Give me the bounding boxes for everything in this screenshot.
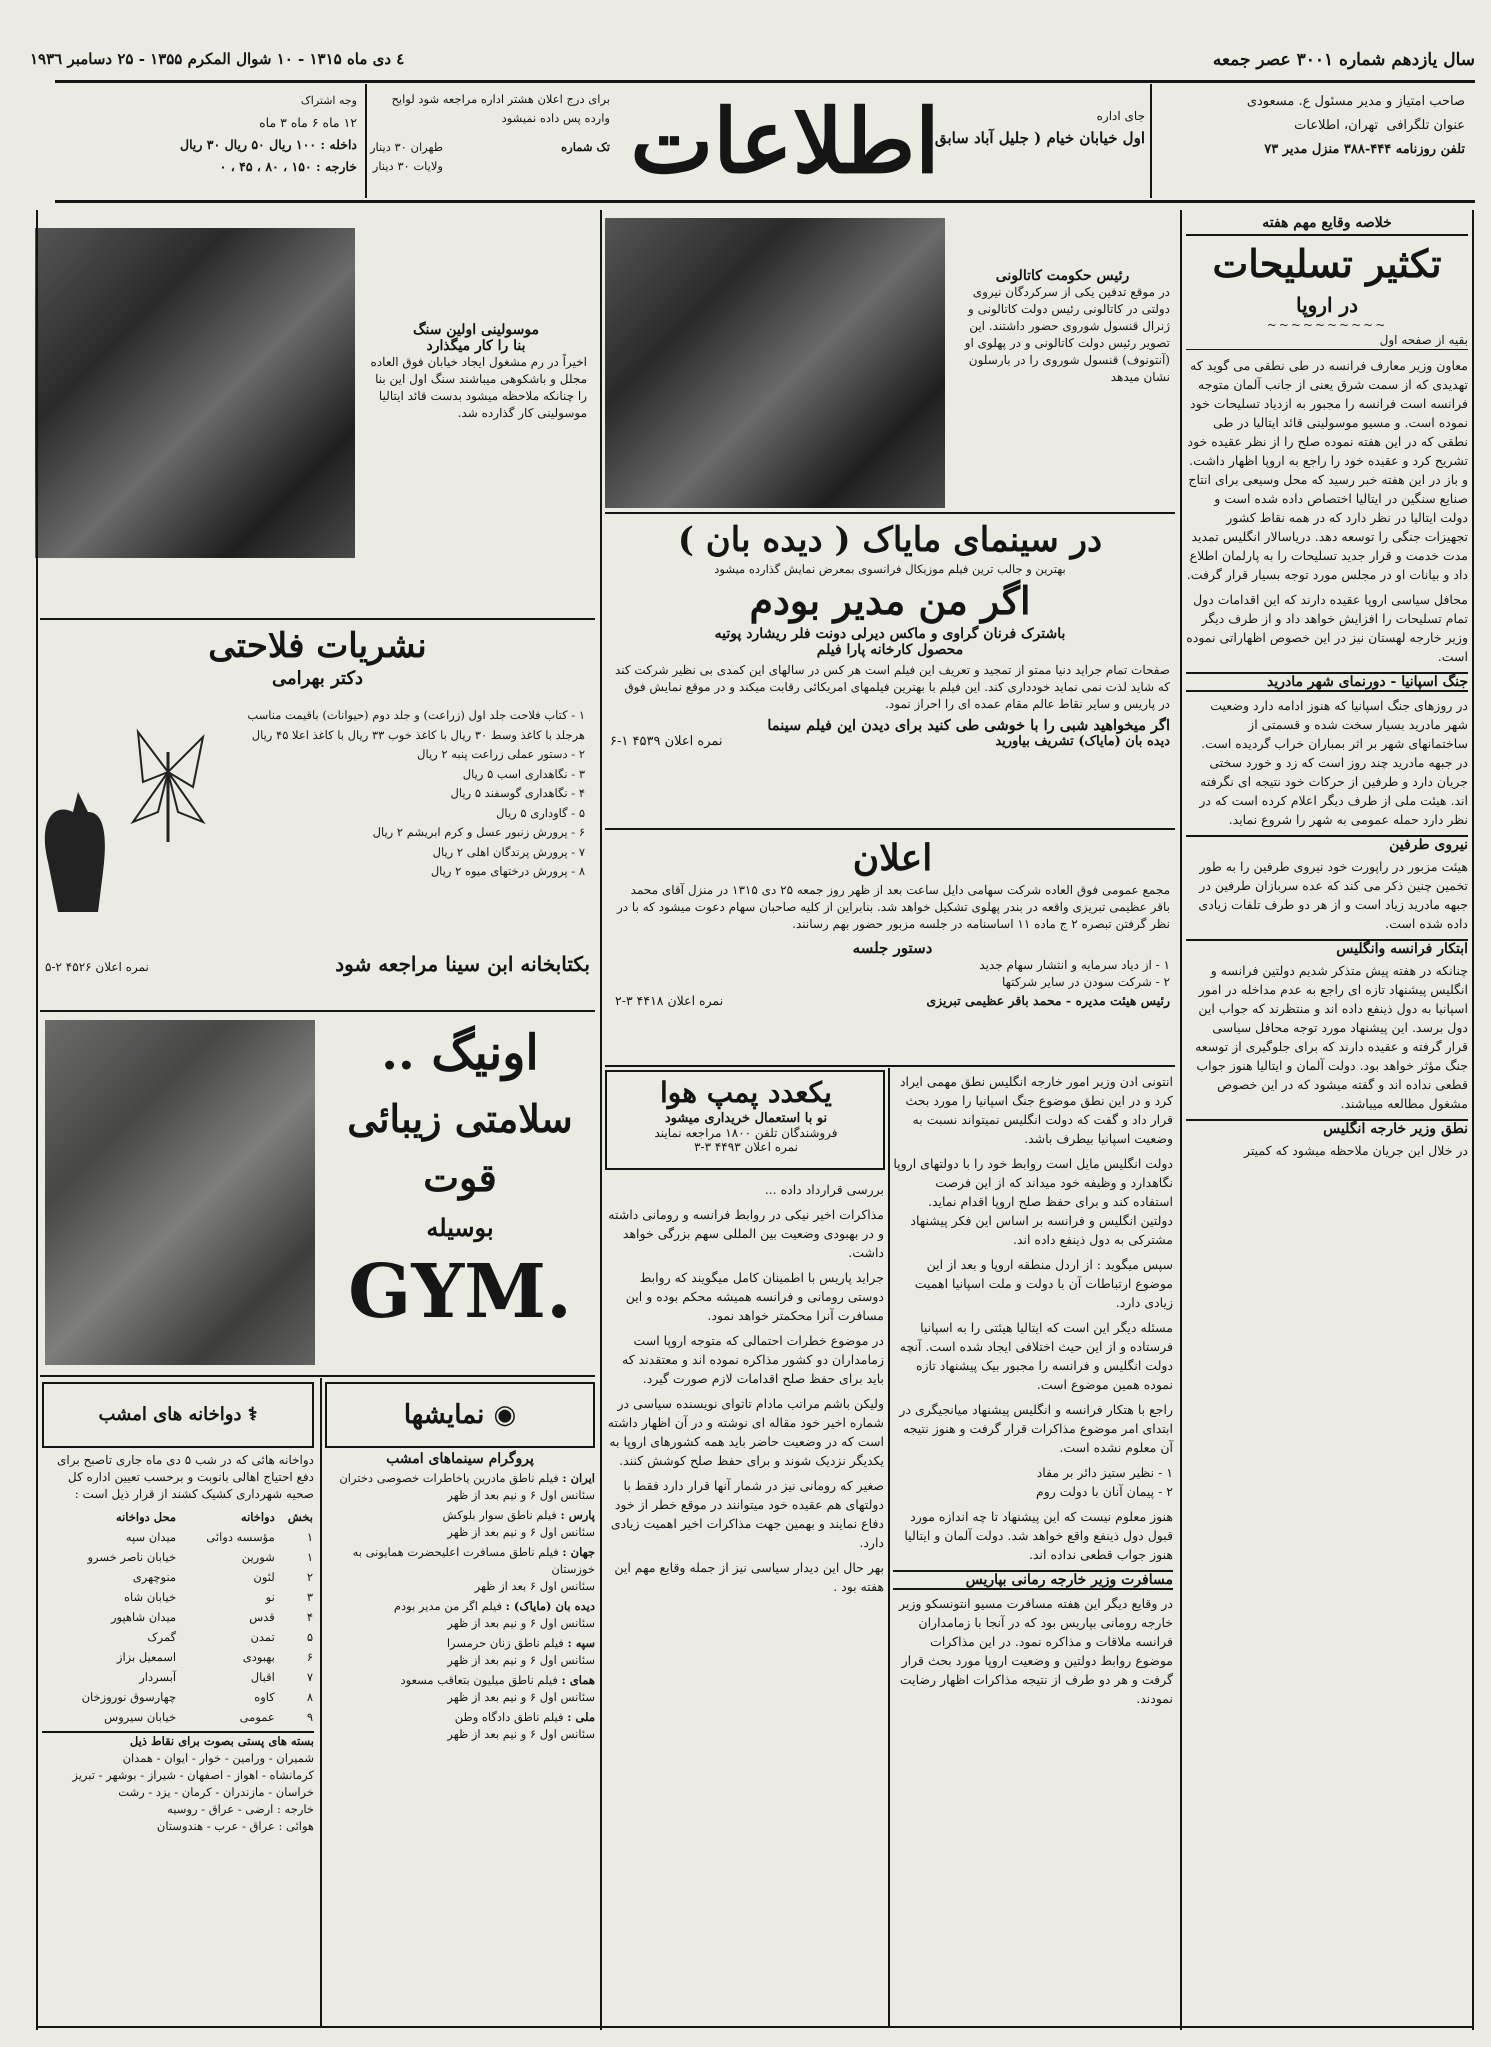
cinema-ad-cta2: دیده بان (مایاک) تشریف بیاورید [995,734,1170,749]
mussolini-caption: اخیراً در رم مشغول ایجاد خیابان فوق العاده مجلل و باشکوهی میباشند سنگ اول این بنا را چنانکه ملاحظه میشود بدست قائد ایتالیا موسولینی کار گذارده شد. [370,355,587,420]
pharmacy-name: بهبودی [242,1650,275,1664]
cinema-header-label: نمایشها [403,1400,485,1430]
table-row [42,1587,314,1607]
cinema-program-header [325,1382,595,1448]
article-text: مذاکرات اخیر نیکی در روابط فرانسه و رومانی داشته و در بهبودی وضعیت بین المللی سهم بزرگی خواهد داشت. [608,1207,884,1260]
subs-domestic: داخله : ۱۰۰ ریال ۵۰ ریال ۳۰ ریال [180,137,357,152]
pharmacy-table [42,1507,314,1727]
masthead-bottom-rule [55,200,1475,203]
rule [605,1065,1175,1067]
district: ۷ [306,1670,313,1684]
catalonia-photo [605,218,945,508]
cinema-entry [325,1672,595,1706]
article-text: انتونی ادن وزیر امور خارجه انگلیس نطق مهمی ایراد کرد و در این نطق موضوع جنگ اسپانیا را مورد بحث قرار داد و گفت که دولت انگلیس نمیتواند نسبت به وضعیت اسپانیا بیطرف باشد. [899,1074,1173,1146]
col-location: محل دواخانه [115,1510,177,1524]
pharmacy-header [42,1382,314,1448]
table-row [42,1527,314,1547]
office-address: اول خیابان خیام ( جلیل آباد سابق ) [922,129,1145,147]
cinema-times: سئانس اول ۶ و نیم بعد از ظهر [447,1653,595,1667]
pharmacy-location: خیابان شاه [124,1590,177,1604]
pump-ad-sub: نو با استعمال خریداری میشود [664,1111,828,1126]
table-row [42,1687,314,1707]
books-ref: نمره اعلان ۴۵۲۶ ۲-۵ [45,960,149,974]
cinema-name: دیده بان (مایاک) : [505,1599,595,1613]
pharmacy-location: میدان شاهپور [110,1610,177,1624]
catalonia-caption: در موقع تدفین یکی از سرکردگان نیروی دولتی در کاتالونی رئیس دولت کاتالونی و ژنرال قنسول شوروی حضور داشتند. این تصویر رئیس دولت کاتالونی و در پهلوی او (آنتونوف) قنسول شوروی را در بارسلون نشان میدهد [964,285,1170,384]
notice-title: اعلان [852,837,933,879]
subs-foreign: خارجه : ۱۵۰ ، ۸۰ ، ۴۵ ، ۰ [219,159,357,174]
cow-and-butterfly-illustration [18,712,218,932]
masthead-divider [1150,84,1152,198]
cinema-ad-cta: اگر میخواهید شبی را با خوشی طی کنید برای دیدن این فیلم سینما [767,717,1170,734]
owner-line: صاحب امتیاز و مدیر مسئول ع. مسعودی [1246,94,1465,109]
office-block [910,105,1145,149]
article-text: مسئله دیگر این است که ایتالیا هیئتی را به اسپانیا فرستاده و از این حیث اختلافی ایجاد شده است. آنچه دولت انگلیس و فرانسه را مجبور بیک پیشنهاد تازه نموده همین موضوع است. [899,1320,1173,1392]
price-values [370,138,443,176]
notice-item: ۱ - از دیاد سرمایه و انتشار سهام جدید [979,958,1170,972]
pharmacy-intro: دواخانه هائی که در شب ۵ دی ماه جاری تاصبح برای دفع احتیاج اهالی بانوبت و برحسب تعیین اداره کل صحیه شهرداری کشیک کشند از قرار ذیل است : [57,1453,314,1501]
books-author: دکتر بهرامی [271,668,364,689]
book-item: ۸ - پرورش درختهای میوه ۲ ریال [430,864,585,878]
post-block [42,1731,314,1835]
post-title: بسته های پستی بصوت برای نقاط ذیل [129,1734,314,1748]
company-notice [615,834,1170,1008]
column-rule [888,1068,890,2028]
mussolini-photo [35,228,355,558]
pharmacy-location: میدان سپه [125,1530,177,1544]
notice-signature: رئیس هیئت مدیره - محمد باقر عظیمی تبریزی [926,993,1170,1008]
notice-item: ۲ - شرکت سودن در سایر شرکتها [1002,975,1170,989]
post-line: هوائی : عراق - عرب - هندوستان [156,1819,314,1833]
pharmacy-name: کاوه [254,1690,275,1704]
pharmacy-location: اسمعیل بزاز [116,1650,177,1664]
article-text: محافل سیاسی اروپا عقیده دارند که این اقدامات دول تمام تسلیحات را افزایش خواهد داد و از طرف دیگر وزیر خارجه لهستان نیز در این خصوص اظهاراتی نموده است. [1186,592,1468,664]
athlete-illustration [45,1020,315,1365]
pharmacy-name: قدس [249,1610,275,1624]
cinema-name: همای : [561,1673,595,1687]
col-pharmacy: دواخانه [240,1510,275,1524]
list-item: ۱ - نظیر ستیز دائر بر مفاد [1036,1465,1173,1480]
pharmacy-location: خیابان ناصر خسرو [87,1550,177,1564]
article-text: در روزهای جنگ اسپانیا که هنوز ادامه دارد وضعیت شهر مادرید بسیار سخت شده و قسمتی از ساختمانهای شهر بر اثر بمباران خراب گردیده است. در جبهه مادرید چند روز است که زد و خورد سختی جریان دارد و طرفین از حرکات خود نتیجه ای نگرفته اند. هیئت ملی از طرف دیگر اعلام کرده است که در نظر دارد حمله عمومی به شهر را شروع نماید. [1199,698,1468,827]
pharmacy-name: تمدن [250,1630,275,1644]
section-heading: ابتکار فرانسه وانگلیس [1186,939,1468,957]
masthead-divider [365,84,367,198]
cinema-times: سئانس اول ۶ بعد از ظهر [474,1579,595,1593]
price-provinces: ولایات ۳۰ دینار [372,159,443,173]
cinema-entry [325,1470,595,1504]
table-row [42,1707,314,1727]
district: ۱ [306,1530,313,1544]
date-line: ٤ دی ماه ۱۳۱۵ - ۱۰ شوال المکرم ۱۳۵۵ - ۲۵ دسامبر ۱۹۳٦ [30,50,405,68]
pharmacy-location: گمرک [147,1630,177,1644]
cinema-ad-production: محصول کارخانه پارا فیلم [816,642,964,658]
article-text: راجع با هتکار فرانسه و انگلیس پیشنهاد میانجیگری در ابتدای امر موضوع مذاکرات قرار گرفت و هنوز نتیجه آن معلوم نشده است. [899,1402,1173,1455]
pharmacy-location: آبسردار [139,1670,177,1684]
rule [40,1375,595,1377]
ornament-rule: ~~~~~~~~~~ [1266,318,1388,332]
pump-ad-body: فروشندگان تلفن ۱۸۰۰ مراجعه نمایند [654,1126,838,1140]
article-text: در وقایع دیگر این هفته مسافرت مسیو انتونسکو وزیر خارجه رومانی بپاریس بود که در آنجا با زمامداران فرانسه ملاقات و مذاکره نمود. در این مذاکرات موضوع روابط دولتین و وضعیت اروپا مورد بحث قرار گرفت و هر دو طرف از نتیجه مذاکرات اظهار رضایت نمودند. [898,1596,1173,1706]
district: ۴ [306,1610,313,1624]
newspaper-title: اطلاعات [630,89,940,193]
book-item: ۲ - دستور عملی زراعت پنبه ۲ ریال [417,747,585,761]
district: ۵ [306,1630,313,1644]
price-label: تک شماره [561,140,610,154]
district: ۶ [306,1650,313,1664]
district: ۹ [306,1710,313,1724]
notice-body: مجمع عمومی فوق العاده شرکت سهامی دایل ساعت بعد از ظهر روز جمعه ۲۵ دی ۱۳۱۵ در منزل آقای محمد باقر عظیمی تبریزی واقعه در بندر پهلوی تشکیل خواهد شد. بنابراین از کلیه صاحبان سهام دعوت میشود که با در نظر گرفتن تبصره ۲ ج ماده ۱۱ اساسنامه در جلسه مزبور حضور بهم رسانند. [616,883,1170,931]
section-heading: جنگ اسپانیا - دورنمای شهر مادرید [1186,672,1468,692]
pharmacy-location: خیابان سیروس [104,1710,177,1724]
cinema-times: سئانس اول ۶ و نیم بعد از ظهر [447,1525,595,1539]
cinema-name: ملی : [567,1710,595,1724]
books-list [225,706,585,882]
column-rule [36,210,38,2030]
middle-column [893,1072,1173,1714]
list-item: ۲ - پیمان آنان با دولت روم [1036,1484,1173,1499]
ovaltine-brand: GYM. [348,1249,572,1335]
table-row [42,1547,314,1567]
article-text: هنوز معلوم نیست که این پیشنهاد تا چه اندازه مورد قبول دول ذینفع واقع خواهد شد. دولت آلمان و ایتالیا هنوز جواب قطعی نداده اند. [904,1509,1173,1562]
cinema-ad-body: صفحات تمام جراید دنیا ممتو از تمجید و تعریف این فیلم است هر کس در سالهای این کمدی بی نظیر شرکت کند که شاید لذت نمی نماید خودداری کند. این فیلم با بهترین فیلمهای امریکائی رقابت میکند و در موقع نمایش فوق در پاریس و سایر نقاط عالم مقام عمده ای را احراز نمود. [614,663,1170,711]
cinema-name: جهان : [562,1545,595,1559]
pharmacy-name: نو [265,1590,275,1604]
section-heading: نطق وزیر خارجه انگلیس [1186,1119,1468,1137]
article-text: صغیر که رومانی نیز در شمار آنها قرار دارد فقط با دولتهای هم عقیده خود میتوانند در موقع خطر از خود دفاع نمایند و بهمین جهت مذاکرات اخیر اهمیت زیادی دارد. [610,1478,884,1550]
masthead-top-rule [55,80,1475,83]
pharmacy-location: منوچهری [132,1570,177,1584]
pharmacy-name: عمومی [239,1710,275,1724]
post-line: کرمانشاه - اهواز - اصفهان - شیراز - بوشهر - تبریز [72,1768,314,1782]
books-title: نشریات فلاحتی [208,626,427,666]
mussolini-caption-block [365,322,587,422]
book-item: ۱ - کتاب فلاحت جلد اول (زراعت) و جلد دوم (حیوانات) باقیمت مناسب هرجلد با کاغذ وسط ۳۰ ریال با کاغذ خوب ۳۳ ریال با کاغذ اعلا ۴۵ ریال [247,708,585,742]
cinema-times: سئانس اول ۶ و نیم بعد از ظهر [447,1727,595,1741]
post-line: خراسان - مازندران - کرمان - یزد - رشت [118,1785,314,1799]
left-text-column [606,1180,884,1602]
column-rule [1180,210,1182,2030]
cinema-entry [325,1544,595,1595]
pump-ad-ref: نمره اعلان ۴۴۹۳ ۳-۳ [694,1140,798,1154]
article-text: هیئت مزبور در راپورت خود نیروی طرفین را به طور تخمین چنین ذکر می کند که عده سربازان طرفین در جبهه مادرید زیاد است و از هر دو طرف تلفات زیادی داده شده است. [1198,859,1468,931]
ovaltine-title: اونیگ .. [381,1025,539,1081]
book-item: ۵ - گاوداری ۵ ریال [496,805,585,820]
issue-info: سال یازدهم شماره ۳۰۰۱ عصر جمعه [1212,50,1475,70]
cinema-entry [325,1709,595,1743]
continued-note: بقیه از صفحه اول [1186,332,1468,350]
col-district: بخش [287,1510,313,1524]
mussolini-title2: بنا را کار میگذارد [426,338,526,354]
book-item: ۴ - نگاهداری گوسفند ۵ ریال [450,786,585,800]
article-text: معاون وزیر معارف فرانسه در طی نطقی می گوید که تهدیدی که از سمت شرق یعنی از جانب آلمان متوجه فرانسه است فرانسه را مجبور به ازدیاد تسلیحات خود نموده است. و مسیو موسولینی قائد ایتالیا در طی نطقی که در این هفته نموده صلح را از نظر عقیده خود تشریح کرد و عقیده خود را راجع به اروپا اظهار داشت. و باز در این هفته خبر رسید که محل وسیعی برای انتاج صنایع سنگین در ایتالیا اختصاص داده شده است و دولت ایتالیا در نظر دارد که در همه نقاط کشور تجهیزات جنگی را توسعه دهد. دریاسالار انگلیس تمدید مدت خدمت و قرار جدید تسلیحات را به پارلمان اطلاع داد و بیانات او در مجلس مورد توجه بسیار قرار گرفت. [1186,358,1468,582]
headline-sub: در اروپا [1295,293,1359,317]
notice-agenda-title: دستور جلسه [852,939,933,957]
cinema-ad [610,518,1170,749]
table-row [42,1567,314,1587]
rule [40,1010,595,1012]
pharmacy-block [42,1382,314,1835]
pharmacy-location: چهارسوق نوروزخان [81,1690,177,1704]
pump-ad [612,1075,880,1154]
pharmacy-name: اقبال [250,1670,275,1684]
article-text: جراید پاریس با اطمینان کامل میگویند که روابط دوستی رومانی و فرانسه همیشه محکم بوده و این مسافرت آنرا محکمتر خواهد نمود. [625,1270,884,1323]
pharmacy-header-label: دواخانه های امشب [98,1404,242,1425]
book-item: ۳ - نگاهداری اسب ۵ ریال [462,766,585,781]
article-text: ولیکن باشم مراتب مادام تاتوای نویسنده سیاسی در شماره اخیر خود مقاله ای نوشته و در آن اظهار داشته است که در وضعیت حاضر باید همه کشورهای اروپا به یکدیگر نزدیک شوند و برای حفظ صلح کوشش کنند. [607,1396,884,1468]
pharmacy-table-header [42,1507,314,1527]
right-column [1186,215,1468,1166]
cinema-times: سئانس اول ۶ و نیم بعد از ظهر [447,1488,595,1502]
subscription-block [62,90,357,178]
projector-icon: ◉ [493,1400,517,1430]
telegraph-line [1160,114,1465,138]
page-bottom-rule [36,2026,1474,2028]
subs-label: وجه اشتراک [300,94,357,107]
column-rule [1472,210,1474,2030]
table-row [42,1667,314,1687]
cinema-program-title: پروگرام سینماهای امشب [386,1451,534,1467]
catalonia-caption-block [955,268,1170,386]
district: ۳ [306,1590,313,1604]
pharmacy-name: لئون [253,1570,275,1584]
summary-label: خلاصه وقایع مهم هفته [1186,215,1468,236]
books-footer [45,952,590,976]
book-item: ۷ - پرورش پرندگان اهلی ۲ ریال [432,844,585,859]
rule [605,828,1175,830]
cinema-film: فیلم ناطق سوار بلوکش [442,1508,557,1522]
office-label: جای اداره [1096,109,1145,123]
cinema-film: فیلم ناطق میلیون بتعاقب مسعود [400,1673,558,1687]
column-rule [600,210,602,2030]
article-text: چنانکه در هفته پیش متذکر شدیم دولتین فرانسه و انگلیس پیشنهاد تازه ای راجع به عدم مداخله در امور اسپانیا به دول ذینفع داده اند و منتظرند که جواب این دول برسد. این پیشنهاد مورد توجه محافل سیاسی قرار گرفته و عقیده دارند که برای جلوگیری از توسعه جنگ مؤثر خواهد بود. دولت آلمان و ایتالیا هنوز جواب قطعی نداده اند و گفته میشود که در این خصوص مشغول مطالعه میباشند. [1195,963,1468,1111]
pump-ad-title: یکعدد پمپ هوا [660,1076,832,1109]
cinema-film: فیلم اگر من مدیر بودم [393,1599,502,1613]
cinema-entry [325,1635,595,1669]
table-row [42,1627,314,1647]
cinema-name: ایران : [562,1471,595,1485]
rule [40,618,595,620]
mussolini-title: موسولینی اولین سنگ [412,322,540,338]
district: ۱ [306,1550,313,1564]
district: ۲ [306,1570,313,1584]
cinema-name: پارس : [560,1508,595,1522]
article-text: در موضوع خطرات احتمالی که متوجه اروپا است زمامداران دو کشور مذاکره نموده اند و معتقدند که باید برای حفظ صلح اقدامات لازم صورت گیرد. [622,1333,884,1386]
telegraph-value: تهران، اطلاعات [1294,118,1379,133]
notice-ref: نمره اعلان ۴۴۱۸ ۳-۲ [615,993,724,1008]
pharmacy-name: شورین [241,1550,275,1564]
cinema-film: فیلم ناطق مسافرت اعلیحضرت همایونی به خوزستان [352,1545,595,1576]
ovaltine-line3: بوسیله [426,1213,494,1242]
ad-notice: برای درج اعلان هشتر اداره مراجعه شود لوایح وارده پس داده نمیشود [391,92,610,125]
cinema-entry [325,1598,595,1632]
column-rule [320,1378,322,2028]
cinema-name: سپه : [567,1636,595,1650]
district: ۸ [306,1690,313,1704]
post-line: شمیران - ورامین - خوار - ایوان - همدان [122,1751,314,1765]
article-text: بررسی قرارداد داده ... [764,1182,884,1197]
pharmacist-icon: ⚕ [247,1404,258,1425]
books-ad [45,624,590,689]
article-text: بهر حال این دیدار سیاسی نیز از جمله وقایع مهم این هفته بود . [614,1560,884,1594]
ovaltine-ad [330,1018,590,1334]
subs-header: ۱۲ ماه ۶ ماه ۳ ماه [259,115,357,130]
article-text: سپس میگوید : از اردل منطقه اروپا و بعد از این موضوع ارتباطات آن با دولت و ملت اسپانیا اهمیت زیادی دارد. [914,1257,1173,1310]
cinema-ad-film: اگر من مدیر بودم [749,578,1031,623]
ad-notice-block [370,90,610,176]
cinema-ad-cast: باشترک فرنان گراوی و ماکس دیرلی دونت فلر ریشارد پوتیه [714,626,1066,642]
catalonia-title: رئیس حکومت کاتالونی [995,268,1130,284]
rule [605,512,1175,514]
cinema-film: فیلم ناطق دادگاه وطن [454,1710,564,1724]
telegraph-label: عنوان تلگرافی [1386,118,1465,133]
cinema-times: سئانس اول ۶ و نیم بعد از ظهر [447,1690,595,1704]
post-line: خارجه : ارضی - عراق - روسیه [167,1802,314,1816]
cinema-ad-sub: بهترین و جالب ترین فیلم موزیکال فرانسوی بمعرض نمایش گذارده میشود [714,562,1066,576]
cinema-times: سئانس اول ۶ و نیم بعد از ظهر [447,1616,595,1630]
article-text: دولت انگلیس مایل است روابط خود را با دولتهای اروپا نگاهدارد و وظیفه خود میداند که از این فرصت استفاده کند و برای حفظ صلح اروپا اقدام نماید. دولتین انگلیس و فرانسه بر اساس این فکر پیشنهاد مشترکی به دول ذینفع داده اند. [893,1156,1173,1247]
section-heading: مسافرت وزیر خارجه رمانی بپاریس [893,1570,1173,1590]
masthead-right [1160,90,1465,162]
cinema-ad-headline: در سینمای مایاک ( دیده بان ) [677,520,1103,560]
price-tehran: طهران ۳۰ دینار [370,140,443,154]
table-row [42,1607,314,1627]
ovaltine-line2: قوت [423,1155,497,1200]
cinema-film: فیلم ناطق زنان حرمسرا [446,1636,564,1650]
pharmacy-name: مؤسسه دوائی [206,1530,275,1544]
cinema-program-list [325,1470,595,1743]
article-text: در خلال این جریان ملاحظه میشود که کمیتر [1244,1143,1468,1158]
phone-line: تلفن روزنامه ۴۴۴-۳۸۸ منزل مدیر ۷۳ [1264,142,1465,157]
ovaltine-line1: سلامتی زیبائی [347,1096,573,1141]
cinema-entry [325,1507,595,1541]
cinema-program [325,1382,595,1746]
cinema-film: فیلم ناطق مادرین یاخاطرات خصوصی دختران [339,1471,559,1485]
cinema-ad-ref: نمره اعلان ۴۵۳۹ ۱-۶ [610,734,723,749]
table-row [42,1647,314,1667]
books-shop: بکتابخانه ابن سینا مراجعه شود [335,952,590,976]
section-heading: نیروی طرفین [1186,835,1468,853]
book-item: ۶ - پرورش زنبور عسل و کرم ابریشم ۲ ریال [372,825,585,839]
headline-armament: تکثیر تسلیحات [1212,241,1442,286]
